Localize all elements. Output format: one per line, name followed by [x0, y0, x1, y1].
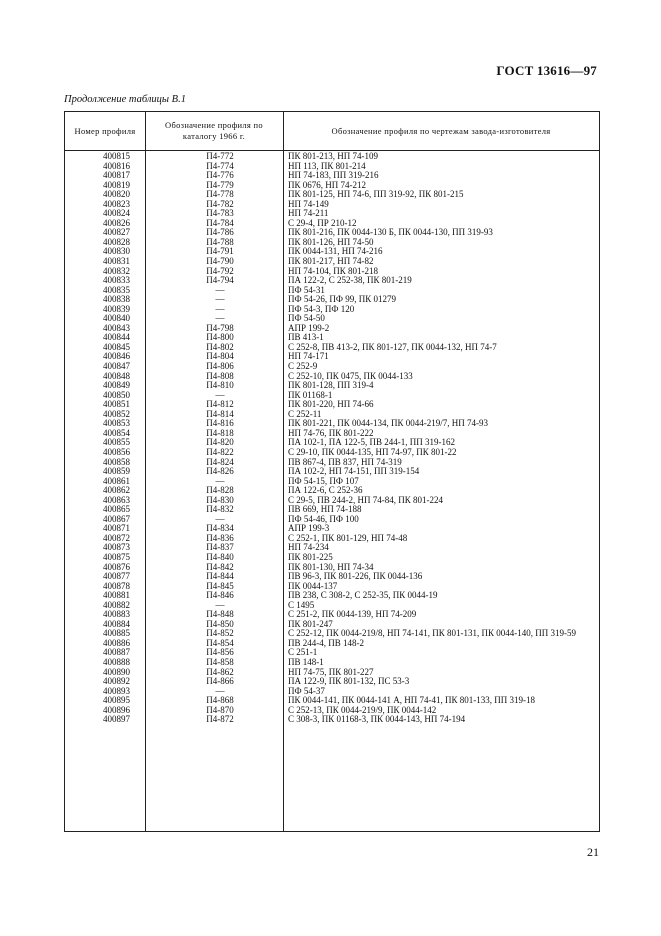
- catalog-1966-cell: П4-848: [206, 609, 234, 620]
- table-row: [65, 648, 599, 658]
- catalog-1966-cell: П4-852: [206, 628, 234, 639]
- standard-header: ГОСТ 13616—97: [496, 63, 597, 78]
- factory-drawing-cell: ПФ 54-15, ПФ 107: [288, 475, 359, 486]
- profile-number-cell: 400871: [103, 523, 130, 534]
- factory-drawing-cell: ПА 122-9, ПК 801-132, ПС 53-3: [288, 676, 410, 687]
- factory-drawing-cell: ПВ 96-3, ПК 801-226, ПК 0044-136: [288, 571, 423, 582]
- profile-number-cell: 400844: [103, 332, 130, 343]
- catalog-1966-cell: П4-816: [206, 418, 234, 429]
- factory-drawing-cell: С 252-8, ПВ 413-2, ПК 801-127, ПК 0044-132, НП 74-7: [288, 341, 497, 352]
- profile-number-cell: 400882: [103, 599, 130, 610]
- catalog-1966-cell: П4-844: [206, 571, 234, 582]
- catalog-1966-cell: П4-786: [206, 227, 234, 238]
- catalog-1966-cell: П4-854: [206, 637, 234, 648]
- catalog-1966-cell: П4-792: [206, 265, 234, 276]
- catalog-1966-cell: П4-842: [206, 561, 234, 572]
- catalog-1966-cell: —: [215, 389, 225, 400]
- table-row: [65, 190, 599, 200]
- factory-drawing-cell: ПВ 413-1: [288, 332, 324, 343]
- profile-number-cell: 400831: [103, 256, 130, 267]
- catalog-1966-cell: П4-791: [206, 246, 234, 257]
- profile-number-cell: 400886: [103, 637, 130, 648]
- profile-number-cell: 400873: [103, 542, 130, 553]
- profile-number-cell: 400852: [103, 408, 130, 419]
- profile-number-cell: 400883: [103, 609, 130, 620]
- profile-number-cell: 400861: [103, 475, 130, 486]
- factory-drawing-cell: НП 74-183, ПП 319-216: [288, 170, 379, 181]
- profile-number-cell: 400847: [103, 361, 130, 372]
- factory-drawing-cell: НП 74-75, ПК 801-227: [288, 666, 374, 677]
- factory-drawing-cell: НП 74-149: [288, 198, 329, 209]
- table-row: [65, 352, 599, 362]
- catalog-1966-cell: П4-808: [206, 370, 234, 381]
- profile-number-cell: 400878: [103, 580, 130, 591]
- profile-number-cell: 400896: [103, 704, 130, 715]
- page-number: 21: [587, 845, 599, 859]
- catalog-1966-cell: П4-812: [206, 399, 234, 410]
- catalog-1966-cell: П4-774: [206, 160, 234, 171]
- catalog-1966-cell: П4-845: [206, 580, 234, 591]
- catalog-1966-cell: —: [215, 284, 225, 295]
- profile-number-cell: 400839: [103, 303, 130, 314]
- factory-drawing-cell: ПВ 238, С 308-2, С 252-35, ПК 0044-19: [288, 590, 438, 601]
- catalog-1966-cell: П4-850: [206, 618, 234, 629]
- profile-number-cell: 400895: [103, 695, 130, 706]
- table-row: [65, 639, 599, 649]
- profile-number-cell: 400850: [103, 389, 130, 400]
- factory-drawing-cell: НП 74-211: [288, 208, 329, 219]
- factory-drawing-cell: С 308-3, ПК 01168-3, ПК 0044-143, НП 74-194: [288, 714, 466, 725]
- profile-number-cell: 400830: [103, 246, 130, 257]
- factory-drawing-cell: С 252-10, ПК 0475, ПК 0044-133: [288, 370, 413, 381]
- table-row: [65, 276, 599, 286]
- profile-number-cell: 400888: [103, 656, 130, 667]
- profile-table: [64, 111, 600, 832]
- catalog-1966-cell: П4-798: [206, 322, 234, 333]
- factory-drawing-cell: С 252-11: [288, 408, 322, 419]
- table-row: [65, 314, 599, 324]
- factory-drawing-cell: С 252-1, ПК 801-129, НП 74-48: [288, 532, 408, 543]
- factory-drawing-cell: ПА 122-2, С 252-38, ПК 801-219: [288, 275, 412, 286]
- factory-drawing-cell: НП 74-76, ПК 801-222: [288, 427, 374, 438]
- factory-drawing-cell: С 252-9: [288, 361, 318, 372]
- profile-number-cell: 400854: [103, 427, 130, 438]
- profile-number-cell: 400872: [103, 532, 130, 543]
- profile-number-cell: 400885: [103, 628, 130, 639]
- catalog-1966-cell: П4-788: [206, 236, 234, 247]
- profile-number-cell: 400827: [103, 227, 130, 238]
- column-header-profile-number: Номер профиля: [74, 125, 136, 136]
- catalog-1966-cell: П4-778: [206, 189, 234, 200]
- profile-number-cell: 400877: [103, 571, 130, 582]
- profile-number-cell: 400835: [103, 284, 130, 295]
- catalog-1966-cell: П4-822: [206, 446, 234, 457]
- table-row: [65, 515, 599, 525]
- profile-number-cell: 400892: [103, 676, 130, 687]
- catalog-1966-cell: П4-868: [206, 695, 234, 706]
- factory-drawing-cell: ПВ 867-4, ПВ 837, НП 74-319: [288, 456, 402, 467]
- profile-number-cell: 400851: [103, 399, 130, 410]
- profile-number-cell: 400820: [103, 189, 130, 200]
- profile-number-cell: 400863: [103, 494, 130, 505]
- factory-drawing-cell: ПА 102-2, НП 74-151, ПП 319-154: [288, 466, 420, 477]
- profile-number-cell: 400819: [103, 179, 130, 190]
- catalog-1966-cell: П4-810: [206, 380, 234, 391]
- profile-number-cell: 400816: [103, 160, 130, 171]
- factory-drawing-cell: ПК 801-221, ПК 0044-134, ПК 0044-219/7, НП 74-93: [288, 418, 488, 429]
- catalog-1966-cell: П4-872: [206, 714, 234, 725]
- catalog-1966-cell: П4-818: [206, 427, 234, 438]
- factory-drawing-cell: ПК 0676, НП 74-212: [288, 179, 366, 190]
- catalog-1966-cell: П4-858: [206, 656, 234, 667]
- table-row: [65, 324, 599, 334]
- table-row: [65, 200, 599, 210]
- profile-number-cell: 400875: [103, 551, 130, 562]
- catalog-1966-cell: П4-837: [206, 542, 234, 553]
- catalog-1966-cell: П4-832: [206, 504, 234, 515]
- catalog-1966-cell: П4-806: [206, 361, 234, 372]
- factory-drawing-cell: АПР 199-2: [288, 322, 330, 333]
- factory-drawing-cell: НП 74-104, ПК 801-218: [288, 265, 378, 276]
- catalog-1966-cell: —: [215, 685, 225, 696]
- factory-drawing-cell: ПВ 148-1: [288, 656, 324, 667]
- factory-drawing-cell: С 29-4, ПР 210-12: [288, 217, 357, 228]
- factory-drawing-cell: ПА 102-1, ПА 122-5, ПВ 244-1, ПП 319-162: [288, 437, 455, 448]
- factory-drawing-cell: НП 74-234: [288, 542, 329, 553]
- catalog-1966-cell: П4-784: [206, 217, 234, 228]
- table-row: [65, 400, 599, 410]
- factory-drawing-cell: ПК 801-247: [288, 618, 333, 629]
- factory-drawing-cell: АПР 199-3: [288, 523, 330, 534]
- catalog-1966-cell: —: [215, 513, 225, 524]
- factory-drawing-cell: ПК 801-125, НП 74-6, ПП 319-92, ПК 801-215: [288, 189, 464, 200]
- profile-number-cell: 400867: [103, 513, 130, 524]
- profile-number-cell: 400887: [103, 647, 130, 658]
- factory-drawing-cell: ПФ 54-31: [288, 284, 325, 295]
- profile-number-cell: 400828: [103, 236, 130, 247]
- catalog-1966-cell: П4-826: [206, 466, 234, 477]
- factory-drawing-cell: ПФ 54-50: [288, 313, 325, 324]
- column-header-catalog-1966: Обозначение профиля по каталогу 1966 г.: [165, 120, 263, 141]
- catalog-1966-cell: П4-820: [206, 437, 234, 448]
- catalog-1966-cell: —: [215, 303, 225, 314]
- factory-drawing-cell: С 29-5, ПВ 244-2, НП 74-84, ПК 801-224: [288, 494, 443, 505]
- factory-drawing-cell: ПК 801-213, НП 74-109: [288, 151, 378, 161]
- catalog-1966-cell: —: [215, 294, 225, 305]
- catalog-1966-cell: П4-846: [206, 590, 234, 601]
- catalog-1966-cell: П4-862: [206, 666, 234, 677]
- profile-number-cell: 400824: [103, 208, 130, 219]
- profile-number-cell: 400823: [103, 198, 130, 209]
- profile-number-cell: 400849: [103, 380, 130, 391]
- profile-number-cell: 400843: [103, 322, 130, 333]
- catalog-1966-cell: П4-802: [206, 341, 234, 352]
- factory-drawing-cell: ПФ 54-26, ПФ 99, ПК 01279: [288, 294, 396, 305]
- factory-drawing-cell: ПК 0044-141, ПК 0044-141 А, НП 74-41, ПК 801-133, ПП 319-18: [288, 695, 535, 706]
- profile-number-cell: 400846: [103, 351, 130, 362]
- catalog-1966-cell: П4-776: [206, 170, 234, 181]
- catalog-1966-cell: П4-834: [206, 523, 234, 534]
- catalog-1966-cell: П4-814: [206, 408, 234, 419]
- catalog-1966-cell: П4-779: [206, 179, 234, 190]
- factory-drawing-cell: С 1495: [288, 599, 315, 610]
- catalog-1966-cell: П4-772: [206, 151, 234, 161]
- profile-number-cell: 400858: [103, 456, 130, 467]
- catalog-1966-cell: П4-866: [206, 676, 234, 687]
- catalog-1966-cell: П4-783: [206, 208, 234, 219]
- factory-drawing-cell: ПК 801-225: [288, 551, 333, 562]
- profile-number-cell: 400881: [103, 590, 130, 601]
- catalog-1966-cell: —: [215, 599, 225, 610]
- catalog-1966-cell: —: [215, 313, 225, 324]
- catalog-1966-cell: П4-830: [206, 494, 234, 505]
- factory-drawing-cell: ПК 801-216, ПК 0044-130 Б, ПК 0044-130, ПП 319-93: [288, 227, 493, 238]
- profile-number-cell: 400832: [103, 265, 130, 276]
- factory-drawing-cell: ПК 801-217, НП 74-82: [288, 256, 374, 267]
- table-row: [65, 343, 599, 353]
- factory-drawing-cell: ПК 801-128, ПП 319-4: [288, 380, 374, 391]
- factory-drawing-cell: ПВ 244-4, ПВ 148-2: [288, 637, 364, 648]
- factory-drawing-cell: ПК 01168-1: [288, 389, 333, 400]
- catalog-1966-cell: П4-840: [206, 551, 234, 562]
- table-row: [65, 305, 599, 315]
- table-row: [65, 534, 599, 544]
- table-caption: Продолжение таблицы В.1: [64, 94, 186, 105]
- profile-number-cell: 400817: [103, 170, 130, 181]
- table-body: [65, 152, 599, 725]
- factory-drawing-cell: ПК 801-130, НП 74-34: [288, 561, 374, 572]
- factory-drawing-cell: С 252-13, ПК 0044-219/9, ПК 0044-142: [288, 704, 437, 715]
- catalog-1966-cell: П4-800: [206, 332, 234, 343]
- catalog-1966-cell: —: [215, 475, 225, 486]
- profile-number-cell: 400856: [103, 446, 130, 457]
- profile-number-cell: 400848: [103, 370, 130, 381]
- profile-number-cell: 400815: [103, 151, 130, 161]
- factory-drawing-cell: ПК 0044-137: [288, 580, 338, 591]
- catalog-1966-cell: П4-804: [206, 351, 234, 362]
- catalog-1966-cell: П4-856: [206, 647, 234, 658]
- factory-drawing-cell: ПК 0044-131, НП 74-216: [288, 246, 383, 257]
- factory-drawing-cell: С 251-2, ПК 0044-139, НП 74-209: [288, 609, 417, 620]
- factory-drawing-cell: ПК 801-126, НП 74-50: [288, 236, 374, 247]
- factory-drawing-cell: ПФ 54-46, ПФ 100: [288, 513, 359, 524]
- table-row: [65, 381, 599, 391]
- catalog-1966-cell: П4-870: [206, 704, 234, 715]
- factory-drawing-cell: ПФ 54-3, ПФ 120: [288, 303, 355, 314]
- profile-number-cell: 400838: [103, 294, 130, 305]
- profile-number-cell: 400840: [103, 313, 130, 324]
- profile-number-cell: 400859: [103, 466, 130, 477]
- profile-number-cell: 400890: [103, 666, 130, 677]
- factory-drawing-cell: С 251-1: [288, 647, 318, 658]
- factory-drawing-cell: ПВ 669, НП 74-188: [288, 504, 362, 515]
- profile-number-cell: 400853: [103, 418, 130, 429]
- profile-number-cell: 400865: [103, 504, 130, 515]
- profile-number-cell: 400876: [103, 561, 130, 572]
- factory-drawing-cell: С 29-10, ПК 0044-135, НП 74-97, ПК 801-22: [288, 446, 457, 457]
- factory-drawing-cell: НП 113, ПК 801-214: [288, 160, 366, 171]
- profile-number-cell: 400855: [103, 437, 130, 448]
- profile-number-cell: 400897: [103, 714, 130, 725]
- catalog-1966-cell: П4-782: [206, 198, 234, 209]
- column-header-factory-drawings: Обозначение профиля по чертежам завода-изготовителя: [331, 125, 551, 136]
- catalog-1966-cell: П4-824: [206, 456, 234, 467]
- table-row: [65, 677, 599, 687]
- factory-drawing-cell: С 252-12, ПК 0044-219/8, НП 74-141, ПК 801-131, ПК 0044-140, ПП 319-59: [288, 628, 576, 639]
- table-row: [65, 715, 599, 725]
- catalog-1966-cell: П4-836: [206, 532, 234, 543]
- profile-number-cell: 400826: [103, 217, 130, 228]
- catalog-1966-cell: П4-790: [206, 256, 234, 267]
- table-row: [65, 591, 599, 601]
- profile-number-cell: 400893: [103, 685, 130, 696]
- catalog-1966-cell: П4-794: [206, 275, 234, 286]
- factory-drawing-cell: ПК 801-220, НП 74-66: [288, 399, 374, 410]
- factory-drawing-cell: ПФ 54-37: [288, 685, 325, 696]
- factory-drawing-cell: НП 74-171: [288, 351, 329, 362]
- profile-number-cell: 400884: [103, 618, 130, 629]
- profile-number-cell: 400833: [103, 275, 130, 286]
- catalog-1966-cell: П4-828: [206, 485, 234, 496]
- profile-number-cell: 400862: [103, 485, 130, 496]
- factory-drawing-cell: ПА 122-6, С 252-36: [288, 485, 363, 496]
- profile-number-cell: 400845: [103, 341, 130, 352]
